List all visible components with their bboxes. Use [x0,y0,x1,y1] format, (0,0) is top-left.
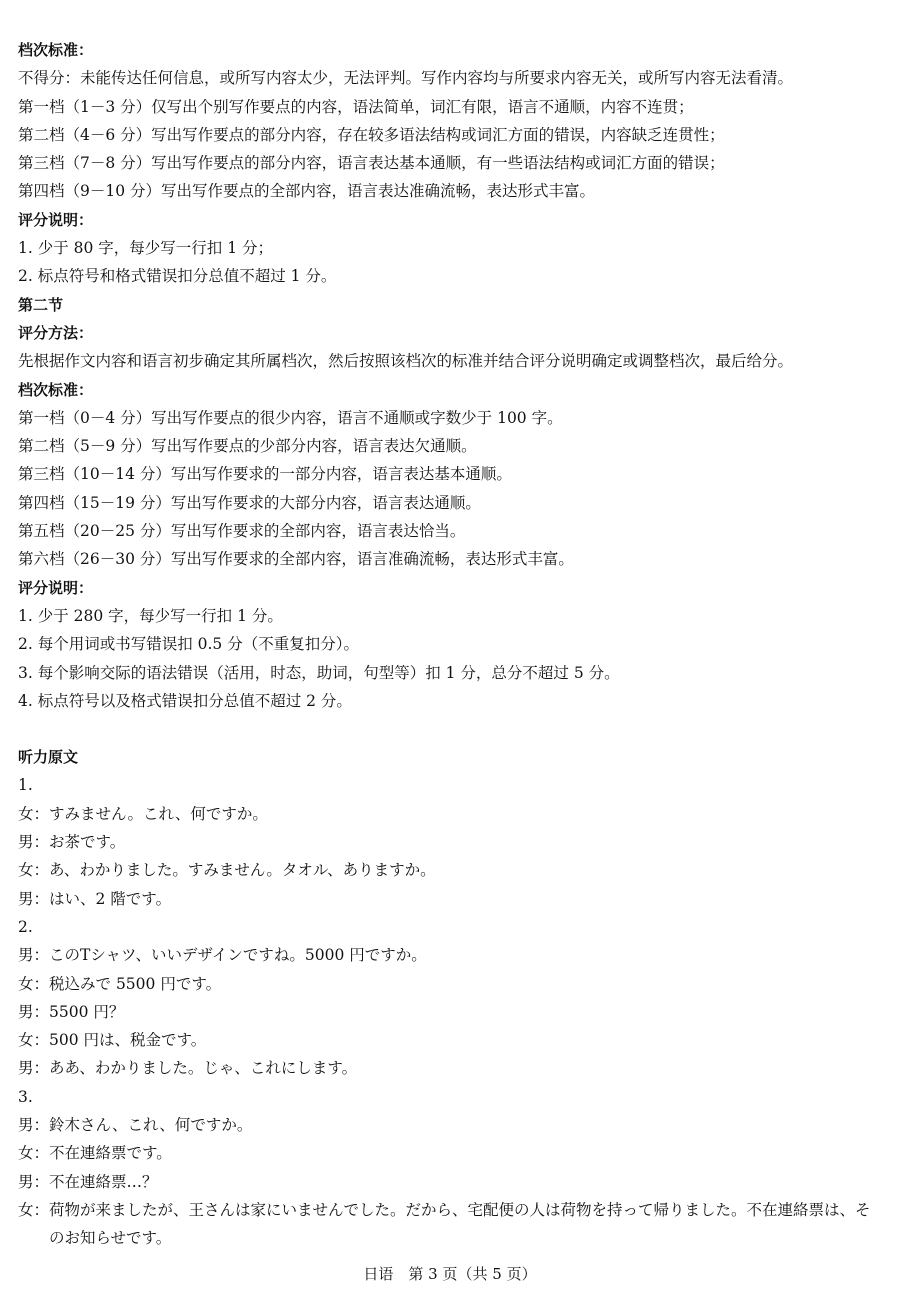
notes-heading: 评分说明： [18,210,94,229]
transcript [18,743,882,1252]
speaker-label: 男： [18,946,50,965]
note-line: 2. 标点符号和格式错误扣分总值不超过 1 分。 [18,267,337,286]
level-line: 第五档（20－25 分）写出写作要求的全部内容，语言表达恰当。 [18,522,466,541]
method-text: 先根据作文内容和语言初步确定其所属档次，然后按照该档次的标准并结合评分说明确定或调整档次，最后给分。 [18,352,794,371]
utterance: ああ、わかりました。じゃ、これにします。 [49,1059,358,1078]
speaker-label: 男： [18,889,50,908]
dialog-line [18,1196,882,1253]
dialog-line [18,885,882,913]
speaker-label: 女： [18,1200,50,1219]
level-line: 第一档（0－4 分）写出写作要点的很少内容，语言不通顺或字数少于 100 字。 [18,408,563,427]
levels-heading: 档次标准： [18,41,94,59]
speaker-label: 女： [18,1144,50,1163]
utterance: 荷物が来ましたが、王さんは家にいませんでした。だから、宅配便の人は荷物を持って帰りました。不在連絡票は、そのお知らせです。 [49,1200,871,1248]
speaker-label: 男： [18,833,50,852]
level-line: 第三档（7－8 分）写出写作要点的部分内容，语言表达基本通顺，有一些语法结构或词汇方面的错误； [18,154,725,173]
utterance: お茶です。 [49,833,126,852]
utterance: 不在連絡票です。 [49,1144,172,1163]
utterance: あ、わかりました。すみません。タオル、ありますか。 [49,861,436,880]
level-line: 第二档（5－9 分）写出写作要点的少部分内容，语言表达欠通顺。 [18,437,477,456]
speaker-label: 女： [18,1031,50,1050]
note-line: 1. 少于 80 字，每少写一行扣 1 分； [18,239,274,258]
utterance: 鈴木さん、これ、何ですか。 [49,1115,253,1134]
dialog-line [18,856,882,884]
note-line: 3. 每个影响交际的语法错误（活用，时态，助词，句型等）扣 1 分，总分不超过 5 分。 [18,663,620,682]
speaker-label: 男： [18,1115,50,1134]
section-spacer [18,715,882,743]
note-line: 2. 每个用词或书写错误扣 0.5 分（不重复扣分）。 [18,635,359,654]
note-line: 1. 少于 280 字，每少写一行扣 1 分。 [18,606,283,625]
speaker-label: 男： [18,1002,50,1021]
page-footer: 日语 第 3 页（共 5 页） [363,1265,537,1283]
dialog-line [18,800,882,828]
dialog-line [18,1168,882,1196]
level-line: 第二档（4－6 分）写出写作要点的部分内容，存在较多语法结构或词汇方面的错误，内容缺乏连贯性； [18,125,725,144]
dialog-line [18,970,882,998]
question-number: 3. [18,1087,33,1106]
level-line: 第三档（10－14 分）写出写作要求的一部分内容，语言表达基本通顺。 [18,465,512,484]
speaker-label: 女： [18,974,50,993]
utterance: すみません。これ、何ですか。 [49,804,268,823]
dialog-line [18,1139,882,1167]
utterance: このTシャツ、いいデザインですね。5000 円ですか。 [49,946,427,965]
notes-heading: 评分说明： [18,578,94,597]
speaker-label: 女： [18,861,50,880]
method-heading: 评分方法： [18,323,94,342]
note-line: 4. 标点符号以及格式错误扣分总值不超过 2 分。 [18,691,352,710]
level-line: 第六档（26－30 分）写出写作要求的全部内容，语言准确流畅，表达形式丰富。 [18,550,574,569]
utterance: 不在連絡票…？ [49,1172,158,1191]
dialog-line [18,1026,882,1054]
question-number: 2. [18,917,33,936]
utterance: 税込みで 5500 円です。 [49,974,222,993]
section1 [18,36,882,291]
levels-heading: 档次标准： [18,380,94,399]
dialog-line [18,941,882,969]
utterance: 500 円は、税金です。 [49,1031,207,1050]
dialog-line [18,998,882,1026]
speaker-label: 男： [18,1059,50,1078]
level-line: 第四档（15－19 分）写出写作要求的大部分内容，语言表达通顺。 [18,493,481,512]
utterance: はい、2 階です。 [49,889,172,908]
speaker-label: 男： [18,1172,50,1191]
utterance: 5500 円？ [49,1002,125,1021]
question-number: 1. [18,776,33,795]
dialog-line [18,828,882,856]
speaker-label: 女： [18,804,50,823]
section-title: 第二节 [18,295,64,314]
dialog-line [18,1111,882,1139]
level-line: 不得分：未能传达任何信息，或所写内容太少，无法评判。写作内容均与所要求内容无关，或所写内容无法看清。 [18,69,794,88]
transcript-title: 听力原文 [18,748,79,767]
level-line: 第四档（9－10 分）写出写作要点的全部内容，语言表达准确流畅，表达形式丰富。 [18,182,596,201]
level-line: 第一档（1－3 分）仅写出个别写作要点的内容，语法简单，词汇有限，语言不通顺，内容不连贯； [18,97,694,116]
section2 [18,291,882,715]
dialog-line [18,1054,882,1082]
